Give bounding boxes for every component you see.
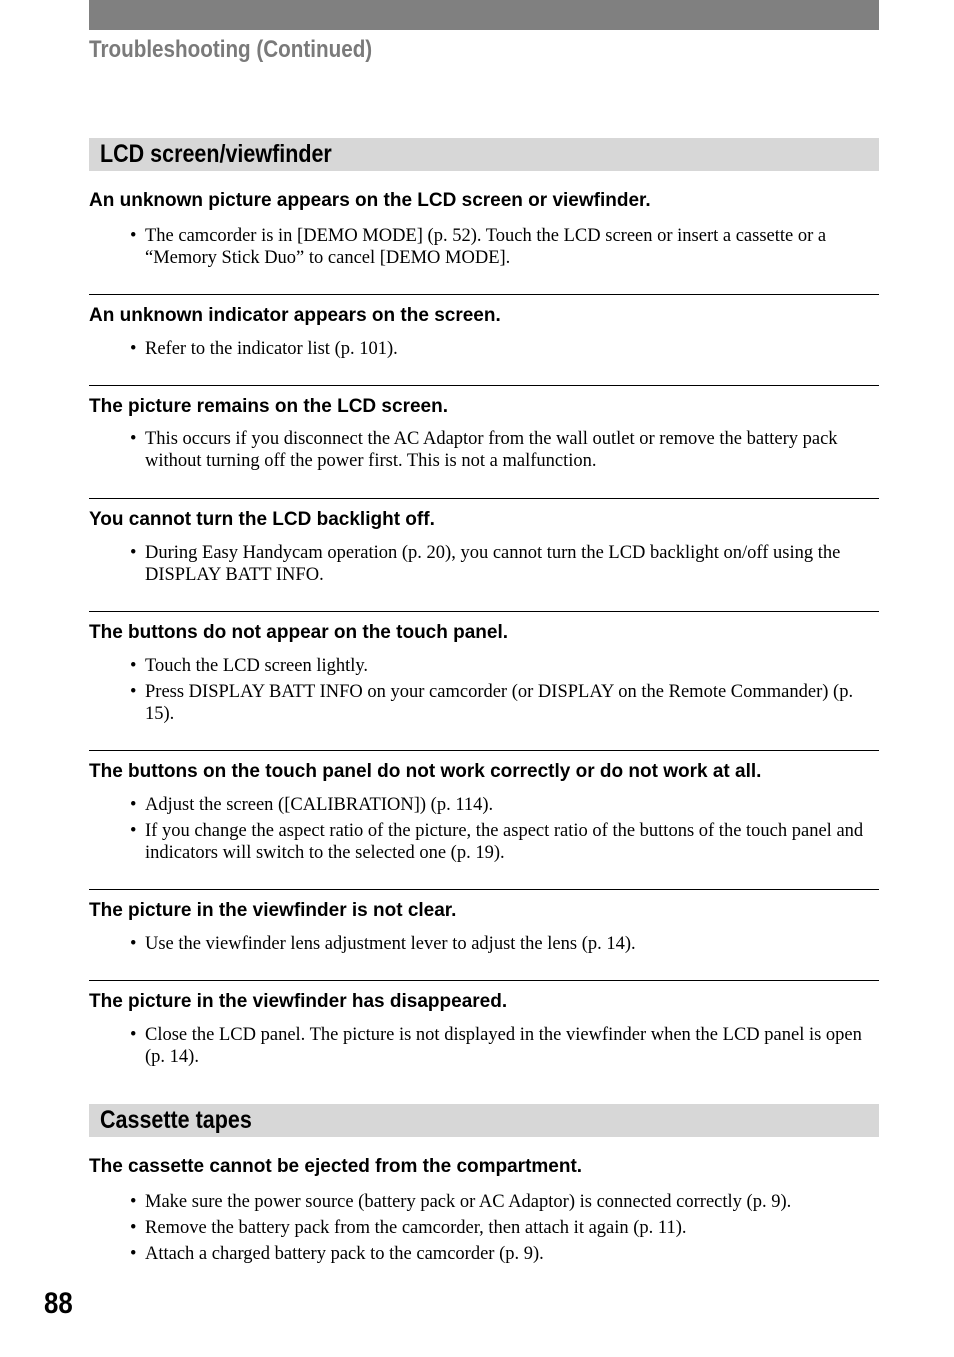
list-item-text: Adjust the screen ([CALIBRATION]) (p. 114). bbox=[145, 795, 494, 815]
entry-heading: The buttons on the touch panel do not work correctly or do not work at all. bbox=[89, 761, 762, 782]
list-item: • Refer to the indicator list (p. 101). bbox=[130, 338, 880, 360]
list-item: • This occurs if you disconnect the AC Adaptor from the wall outlet or remove the battery pack without turning off the power first. This is not a malfunction. bbox=[130, 428, 880, 472]
entry-heading: The cassette cannot be ejected from the compartment. bbox=[89, 1156, 583, 1177]
list-item-text: Make sure the power source (battery pack or AC Adaptor) is connected correctly (p. 9). bbox=[145, 1192, 792, 1212]
running-head: Troubleshooting (Continued) bbox=[89, 36, 373, 63]
list-item-text: Close the LCD panel. The picture is not displayed in the viewfinder when the LCD panel is open (p. 14). bbox=[145, 1025, 862, 1067]
list-item-text: Attach a charged battery pack to the camcorder (p. 9). bbox=[145, 1244, 544, 1264]
divider bbox=[89, 980, 879, 981]
entry-heading: The buttons do not appear on the touch panel. bbox=[89, 622, 509, 643]
entry-heading: An unknown picture appears on the LCD screen or viewfinder. bbox=[89, 190, 651, 211]
list-item: • If you change the aspect ratio of the picture, the aspect ratio of the buttons of the touch panel and indicators will switch to the selected one (p. 19). bbox=[130, 820, 880, 864]
list-item-text: Press DISPLAY BATT INFO on your camcorder (or DISPLAY on the Remote Commander) (p. 15). bbox=[145, 682, 854, 724]
entry-heading: The picture remains on the LCD screen. bbox=[89, 396, 448, 417]
entry-heading: You cannot turn the LCD backlight off. bbox=[89, 509, 435, 530]
list-item: • Use the viewfinder lens adjustment lever to adjust the lens (p. 14). bbox=[130, 933, 880, 955]
header-bar bbox=[89, 0, 879, 30]
entry-heading: An unknown indicator appears on the screen. bbox=[89, 305, 501, 326]
list-item: • Close the LCD panel. The picture is not displayed in the viewfinder when the LCD panel is open (p. 14). bbox=[130, 1024, 880, 1068]
list-item: • Make sure the power source (battery pack or AC Adaptor) is connected correctly (p. 9). bbox=[130, 1191, 880, 1213]
divider bbox=[89, 385, 879, 386]
section-header-lcd bbox=[89, 138, 879, 171]
list-item: • During Easy Handycam operation (p. 20), you cannot turn the LCD backlight on/off using the DISPLAY BATT INFO. bbox=[130, 542, 880, 586]
list-item-text: During Easy Handycam operation (p. 20), you cannot turn the LCD backlight on/off using the DISPLAY BATT INFO. bbox=[145, 543, 841, 585]
divider bbox=[89, 611, 879, 612]
list-item: • Remove the battery pack from the camcorder, then attach it again (p. 11). bbox=[130, 1217, 880, 1239]
divider bbox=[89, 294, 879, 295]
list-item-text: Refer to the indicator list (p. 101). bbox=[145, 339, 398, 359]
divider bbox=[89, 498, 879, 499]
divider bbox=[89, 750, 879, 751]
page-number: 88 bbox=[44, 1287, 73, 1320]
list-item: • Adjust the screen ([CALIBRATION]) (p. 114). bbox=[130, 794, 880, 816]
list-item-text: Touch the LCD screen lightly. bbox=[145, 656, 369, 676]
section-title: Cassette tapes bbox=[100, 1106, 252, 1134]
list-item: • Press DISPLAY BATT INFO on your camcorder (or DISPLAY on the Remote Commander) (p. 15). bbox=[130, 681, 880, 725]
entry-heading: The picture in the viewfinder is not clear. bbox=[89, 900, 457, 921]
list-item-text: The camcorder is in [DEMO MODE] (p. 52). Touch the LCD screen or insert a cassette or a “Memory Stick Duo” to cancel [DEMO MODE]. bbox=[145, 226, 827, 268]
list-item-text: If you change the aspect ratio of the picture, the aspect ratio of the buttons of the touch panel and indicators will switch to the selected one (p. 19). bbox=[145, 821, 864, 863]
list-item-text: This occurs if you disconnect the AC Adaptor from the wall outlet or remove the battery pack without turning off the power first. This is not a malfunction. bbox=[145, 429, 838, 471]
list-item-text: Use the viewfinder lens adjustment lever to adjust the lens (p. 14). bbox=[145, 934, 636, 954]
section-header-cassette bbox=[89, 1104, 879, 1137]
list-item: • Touch the LCD screen lightly. bbox=[130, 655, 880, 677]
divider bbox=[89, 889, 879, 890]
entry-heading: The picture in the viewfinder has disappeared. bbox=[89, 991, 508, 1012]
list-item-text: Remove the battery pack from the camcorder, then attach it again (p. 11). bbox=[145, 1218, 687, 1238]
list-item: • The camcorder is in [DEMO MODE] (p. 52). Touch the LCD screen or insert a cassette or a “Memory Stick Duo” to cancel [DEMO MODE]. bbox=[130, 225, 880, 269]
list-item: • Attach a charged battery pack to the camcorder (p. 9). bbox=[130, 1243, 880, 1265]
section-title: LCD screen/viewfinder bbox=[100, 140, 332, 168]
